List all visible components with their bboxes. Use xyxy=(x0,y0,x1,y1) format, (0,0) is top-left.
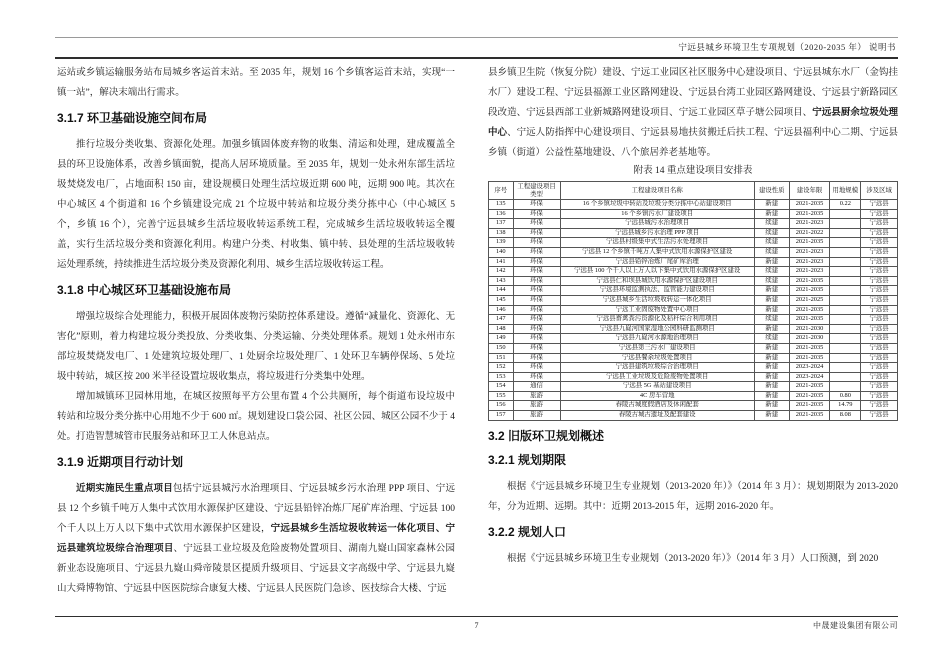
table-cell: 宁远县 100 个千人以上万人以下集中式饮用水源保护区建设 xyxy=(560,267,754,277)
table-cell xyxy=(830,315,861,325)
table-cell: 2021-2035 xyxy=(789,343,830,353)
table-row xyxy=(489,209,898,219)
table-cell: 宁远县 xyxy=(861,238,898,248)
table-cell: 宁远县 5G 基站建设项目 xyxy=(560,382,754,392)
table-header-row xyxy=(489,182,898,200)
text-run: 增强垃圾综合处理能力，积极开展固体废物污染防控体系建设。遵循“减量化、资源化、无害化”原则，着力构建垃圾分类投放、分类收集、分类运输、分类处理体系。规划 1 处永州市东部垃圾焚烧发电厂、1 处建筑垃圾处理厂、1 处厨余垃圾处理厂、1 处环卫车辆停保场、5 处垃圾中转站，城区按 200 米半径设置垃圾收集点，将垃圾进行分类集中处理。 xyxy=(57,312,455,382)
table-cell: 宁远工业固废物处置中心项目 xyxy=(560,305,754,315)
table-cell xyxy=(830,209,861,219)
table-cell: 14.79 xyxy=(830,401,861,411)
table-cell: 续建 xyxy=(754,228,789,238)
table-cell: 2021-2035 xyxy=(789,401,830,411)
table-cell: 续建 xyxy=(754,276,789,286)
table-cell: 环保 xyxy=(513,247,560,257)
table-cell: 2021-2023 xyxy=(789,257,830,267)
running-head-title: 宁远县城乡环境卫生专项规划（2020-2035 年） 说明书 xyxy=(55,38,898,59)
table-row xyxy=(489,295,898,305)
left-column xyxy=(57,63,455,599)
table-cell: 新建 xyxy=(754,363,789,373)
table-cell: 宁远县第三污水厂建设项目 xyxy=(560,343,754,353)
table-cell: 16 个乡镇垃圾中转站及垃圾分类分拣中心站建设项目 xyxy=(560,200,754,210)
table-row xyxy=(489,382,898,392)
table-cell xyxy=(830,343,861,353)
table-cell: 旅游 xyxy=(513,411,560,421)
page-header xyxy=(55,37,898,59)
table-cell: 8.08 xyxy=(830,411,861,421)
footer-company: 中晟建设集团有限公司 xyxy=(813,621,898,630)
table-cell: 新建 xyxy=(754,209,789,219)
table-cell xyxy=(830,276,861,286)
table-cell: 宁远县 xyxy=(861,209,898,219)
text-run: 推行垃圾分类收集、资源化处理。加强乡镇固体废弃物的收集、清运和处理，建成覆盖全县的环卫设施体系，改善乡镇面貌，提高人居环境质量。至 2035 年，规划一处永州东部生活垃圾焚烧发电厂，占地面积 150 亩，建设规模日处理生活垃圾近期 600 吨，远期 900 吨。其次在中心城区 4 个街道和 16 个乡镇建设完成 21 个垃圾中转站和垃圾分类分拣中心（中心城区 5 个，乡镇 16 个），完善宁远县城乡生活垃圾收转运系统工程，完成城乡生活垃圾收转运全覆盖，实行生活垃圾分类和资源化利用。构建户分类、村收集、镇中转、县处理的生活垃圾收转运处理系统，持续推进生活垃圾分类及资源化利用、城乡生活垃圾收转运工程。 xyxy=(57,140,455,270)
bold-text-run: 宁远县城乡生活垃圾收转运一体化项目、宁远县建筑垃圾综合治理项目 xyxy=(57,524,455,554)
table-cell: 宁远县城乡生活垃圾收转运一体化项目 xyxy=(560,295,754,305)
table-cell: 138 xyxy=(489,228,514,238)
table-cell: 宁远县 xyxy=(861,353,898,363)
table-cell: 旅游 xyxy=(513,391,560,401)
table-cell xyxy=(830,334,861,344)
table-cell: 4C 房车营地 xyxy=(560,391,754,401)
paragraph xyxy=(57,63,455,103)
right-column xyxy=(488,63,898,599)
table-cell: 2023-2024 xyxy=(789,372,830,382)
table-cell: 环保 xyxy=(513,219,560,229)
table-row xyxy=(489,267,898,277)
table-cell: 新建 xyxy=(754,382,789,392)
table-cell: 宁远县 xyxy=(861,286,898,296)
table-cell: 2021-2035 xyxy=(789,411,830,421)
table-row xyxy=(489,219,898,229)
table-cell: 144 xyxy=(489,286,514,296)
table-cell: 0.22 xyxy=(830,200,861,210)
table-cell: 2021-2023 xyxy=(789,267,830,277)
table-cell xyxy=(830,353,861,363)
text-run: 增加城镇环卫园林用地，在城区按照每平方公里布置 4 个公共厕所，每个街道布设垃圾中转站和垃圾分类分拣中心用地不少于 600 ㎡。规划建设口袋公园、社区公园、城区公园不少于 4 处。打造智慧城管市民服务站和环卫工人休息站点。 xyxy=(57,392,455,442)
table-cell: 环保 xyxy=(513,238,560,248)
table-cell: 宁远县工业垃圾及危险废物处置项目 xyxy=(560,372,754,382)
table-cell: 宁远县 xyxy=(861,295,898,305)
table-cell: 0.80 xyxy=(830,391,861,401)
table-cell: 续建 xyxy=(754,267,789,277)
table-cell: 141 xyxy=(489,257,514,267)
table-cell: 143 xyxy=(489,276,514,286)
table-cell: 新建 xyxy=(754,295,789,305)
table-cell: 136 xyxy=(489,209,514,219)
table-cell: 环保 xyxy=(513,363,560,373)
table-cell: 环保 xyxy=(513,305,560,315)
table-row xyxy=(489,247,898,257)
table-cell: 续建 xyxy=(754,315,789,325)
table-cell: 152 xyxy=(489,363,514,373)
paragraph xyxy=(488,477,898,517)
table-cell: 2021-2035 xyxy=(789,382,830,392)
bold-text-run: 近期实施民生重点项目 xyxy=(76,484,173,494)
paragraph xyxy=(57,479,455,599)
table-cell: 宁远县 xyxy=(861,219,898,229)
section-heading: 3.2.2 规划人口 xyxy=(488,524,567,539)
table-cell: 环保 xyxy=(513,257,560,267)
table-cell: 2021-2035 xyxy=(789,276,830,286)
section-heading: 3.2 旧版环卫规划概述 xyxy=(488,428,605,443)
table-cell: 续建 xyxy=(754,247,789,257)
table-row xyxy=(489,372,898,382)
table-cell xyxy=(830,267,861,277)
table-row xyxy=(489,257,898,267)
column-header: 建设年限 xyxy=(789,182,830,200)
table-cell xyxy=(830,247,861,257)
table-caption: 附表 14 重点建设项目安排表 xyxy=(633,166,753,176)
table-cell: 环保 xyxy=(513,334,560,344)
table-cell: 157 xyxy=(489,411,514,421)
page-footer xyxy=(55,616,898,631)
table-cell: 宁远县 xyxy=(861,228,898,238)
table-cell xyxy=(830,257,861,267)
table-cell: 新建 xyxy=(754,391,789,401)
table-cell: 2021-2035 xyxy=(789,353,830,363)
column-header: 建设性质 xyxy=(754,182,789,200)
table-cell: 2021-2022 xyxy=(789,228,830,238)
table-cell xyxy=(830,286,861,296)
table-cell: 宁远县 xyxy=(861,305,898,315)
table-cell: 环保 xyxy=(513,228,560,238)
table-cell xyxy=(830,219,861,229)
table-cell: 新建 xyxy=(754,372,789,382)
table-cell: 续建 xyxy=(754,238,789,248)
section-heading: 3.1.8 中心城区环卫基础设施布局 xyxy=(57,283,232,297)
section-heading: 3.1.9 近期项目行动计划 xyxy=(57,455,184,469)
table-cell: 2021-2023 xyxy=(789,219,830,229)
table-cell: 2021-2025 xyxy=(789,295,830,305)
table-cell: 155 xyxy=(489,391,514,401)
table-cell: 环保 xyxy=(513,324,560,334)
table-cell: 舂陵古城古遗址及配套建设 xyxy=(560,411,754,421)
page-number: 7 xyxy=(474,621,479,630)
table-cell: 环保 xyxy=(513,295,560,305)
table-cell: 宁远县城污水治理项目 xyxy=(560,219,754,229)
table-cell: 147 xyxy=(489,315,514,325)
table-cell: 145 xyxy=(489,295,514,305)
table-cell: 宁远县 xyxy=(861,391,898,401)
paragraph xyxy=(57,307,455,387)
table-cell: 140 xyxy=(489,247,514,257)
table-row xyxy=(489,305,898,315)
table-row xyxy=(489,353,898,363)
table-cell: 154 xyxy=(489,382,514,392)
projects-table xyxy=(488,181,898,421)
table-cell: 148 xyxy=(489,324,514,334)
table-cell: 宁远县 xyxy=(861,257,898,267)
table-cell: 环保 xyxy=(513,209,560,219)
table-cell: 2021-2035 xyxy=(789,286,830,296)
text-run: 运站或乡镇运输服务站布局城乡客运首末站。至 2035 年，规划 16 个乡镇客运首末站，实现“一镇一站”，解决末端出行需求。 xyxy=(57,68,455,98)
table-cell: 新建 xyxy=(754,305,789,315)
table-cell: 舂陵古城度假酒店及休闲配套 xyxy=(560,401,754,411)
table-cell: 续建 xyxy=(754,334,789,344)
table-cell: 宁远县 xyxy=(861,324,898,334)
table-cell: 环保 xyxy=(513,372,560,382)
table-cell: 宁远县九嶷河水源地治理项目 xyxy=(560,334,754,344)
table-row xyxy=(489,411,898,421)
column-header: 工程建设项目名称 xyxy=(560,182,754,200)
text-run: 根据《宁远县城乡环境卫生专业规划（2013-2020 年）》（2014 年 3 月）：规划期限为 2013-2020 年，分为近期、远期。其中：近期 2013-2015 年，远期 2016-2020 年。 xyxy=(488,481,898,512)
table-cell: 宁远县 xyxy=(861,276,898,286)
table-cell xyxy=(830,295,861,305)
table-cell: 宁远县村级集中式生活污水处理项目 xyxy=(560,238,754,248)
table-row xyxy=(489,228,898,238)
page-body xyxy=(57,63,898,599)
table-cell: 环保 xyxy=(513,276,560,286)
table-cell xyxy=(830,363,861,373)
table-cell: 137 xyxy=(489,219,514,229)
table-cell: 新建 xyxy=(754,324,789,334)
table-cell: 新建 xyxy=(754,401,789,411)
table-cell: 宁远县环境监测执法、监管能力建设项目 xyxy=(560,286,754,296)
table-cell: 宁远县餐余垃圾处置项目 xyxy=(560,353,754,363)
table-row xyxy=(489,200,898,210)
table-row xyxy=(489,324,898,334)
table-cell: 宁远县 xyxy=(861,334,898,344)
table-cell: 宁远县 xyxy=(861,200,898,210)
table-cell: 新建 xyxy=(754,286,789,296)
table-cell: 2021-2030 xyxy=(789,324,830,334)
section-heading: 3.2.1 规划期限 xyxy=(488,452,567,467)
table-cell: 宁远县 xyxy=(861,247,898,257)
table-cell: 环保 xyxy=(513,353,560,363)
table-cell: 2021-2035 xyxy=(789,200,830,210)
table-cell: 16 个乡镇污水厂建设项目 xyxy=(560,209,754,219)
table-cell: 环保 xyxy=(513,343,560,353)
table-cell xyxy=(830,372,861,382)
table-cell: 2021-2035 xyxy=(789,391,830,401)
table-cell xyxy=(830,228,861,238)
text-run: 、宁远县工业垃圾及危险废物处置项目、湖南九嶷山国家森林公园新业态设施项目、宁远县九嶷山舜帝陵景区提质升级项目、宁远县文字高级中学、宁远县九嶷山大舜博物馆、宁远县中医医院综合康复大楼、宁远县人民医院门急诊、医技综合大楼、宁远 xyxy=(57,544,455,594)
table-row xyxy=(489,363,898,373)
paragraph xyxy=(488,549,898,569)
table-cell: 2021-2035 xyxy=(789,315,830,325)
table-row xyxy=(489,286,898,296)
table-cell: 宁远县 xyxy=(861,411,898,421)
table-cell: 150 xyxy=(489,343,514,353)
table-cell: 新建 xyxy=(754,353,789,363)
table-cell: 宁远县 xyxy=(861,372,898,382)
table-cell: 环保 xyxy=(513,267,560,277)
bold-text-run: 宁远县厨余垃圾处理中心 xyxy=(488,108,898,138)
table-cell: 2021-2035 xyxy=(789,209,830,219)
text-run: 根据《宁远县城乡环境卫生专业规划（2013-2020 年）》（2014 年 3 月）人口预测，到 2020 xyxy=(507,553,879,564)
table-row xyxy=(489,391,898,401)
table-cell: 宁远县 xyxy=(861,401,898,411)
table-cell: 宁远县铅锌冶炼厂尾矿库治理 xyxy=(560,257,754,267)
table-cell: 环保 xyxy=(513,286,560,296)
table-row xyxy=(489,401,898,411)
table-cell: 环保 xyxy=(513,315,560,325)
table-cell: 新建 xyxy=(754,343,789,353)
table-cell: 新建 xyxy=(754,257,789,267)
table-cell: 新建 xyxy=(754,411,789,421)
table-cell: 142 xyxy=(489,267,514,277)
table-cell: 宁远县 xyxy=(861,343,898,353)
table-row xyxy=(489,276,898,286)
table-cell: 156 xyxy=(489,401,514,411)
table-cell xyxy=(830,324,861,334)
table-cell: 旅游 xyxy=(513,401,560,411)
column-header: 工程建设项目类型 xyxy=(513,182,560,200)
table-row xyxy=(489,334,898,344)
table-row xyxy=(489,315,898,325)
text-run: 包括宁远县城污水治理项目、宁远县城乡污水治理 PPP 项目、宁远县 12 个乡镇千吨万人集中式饮用水源保护区建设、宁远县铅锌冶炼厂尾矿库治理、宁远县 100 个千人以上万人以下集中式饮用水源保护区建设， xyxy=(57,484,455,534)
table-cell: 宁远县 12 个乡镇千吨万人集中式饮用水源保护区建设 xyxy=(560,247,754,257)
table-cell: 通信 xyxy=(513,382,560,392)
table-cell: 宁远县九嶷河国家湿地公园科研监测项目 xyxy=(560,324,754,334)
column-header: 涉及区域 xyxy=(861,182,898,200)
table-cell xyxy=(830,382,861,392)
table-cell: 153 xyxy=(489,372,514,382)
table-cell: 2021-2023 xyxy=(789,247,830,257)
table-cell: 续建 xyxy=(754,219,789,229)
paragraph xyxy=(57,135,455,275)
text-run: 县乡镇卫生院（恢复分院）建设、宁远工业园区社区服务中心建设项目、宁远县城东水厂（金钩挂水厂）建设工程、宁远县福源工业区路网建设、宁远县台湾工业园区路网建设、宁远县宁新路园区段改造、宁远县西部工业新城路网建设项目、宁远工业园区草子塘公园项目、 xyxy=(488,68,898,118)
table-cell: 146 xyxy=(489,305,514,315)
table-cell: 139 xyxy=(489,238,514,248)
section-heading: 3.1.7 环卫基础设施空间布局 xyxy=(57,111,208,125)
table-cell: 新建 xyxy=(754,200,789,210)
table-row xyxy=(489,343,898,353)
table-cell: 宁远县畜禽粪污资源化及秸秆综合利用项目 xyxy=(560,315,754,325)
table-cell: 2021-2030 xyxy=(789,334,830,344)
table-cell: 宁远县 xyxy=(861,315,898,325)
column-header: 用地规模 xyxy=(830,182,861,200)
table-cell xyxy=(830,305,861,315)
table-cell xyxy=(830,238,861,248)
paragraph xyxy=(488,63,898,163)
table-cell: 宁远县建筑垃圾综合治理项目 xyxy=(560,363,754,373)
table-cell: 宁远县仁和坝县城饮用水源保护区建设项目 xyxy=(560,276,754,286)
table-cell: 环保 xyxy=(513,200,560,210)
table-cell: 2021-2035 xyxy=(789,238,830,248)
table-cell: 151 xyxy=(489,353,514,363)
table-cell: 135 xyxy=(489,200,514,210)
table-cell: 宁远县 xyxy=(861,382,898,392)
table-cell: 宁远县 xyxy=(861,267,898,277)
table-cell: 2021-2035 xyxy=(789,305,830,315)
table-cell: 2023-2024 xyxy=(789,363,830,373)
column-header: 序号 xyxy=(489,182,514,200)
table-cell: 宁远县 xyxy=(861,363,898,373)
text-run: 、宁远人防指挥中心建设项目、宁远县易地扶贫搬迁后扶工程、宁远县福利中心二期、宁远县乡镇（街道）公益性墓地建设、八个旅居养老基地等。 xyxy=(488,128,898,158)
table-row xyxy=(489,238,898,248)
paragraph xyxy=(57,387,455,447)
table-cell: 宁远县城乡污水治理 PPP 项目 xyxy=(560,228,754,238)
table-cell: 149 xyxy=(489,334,514,344)
